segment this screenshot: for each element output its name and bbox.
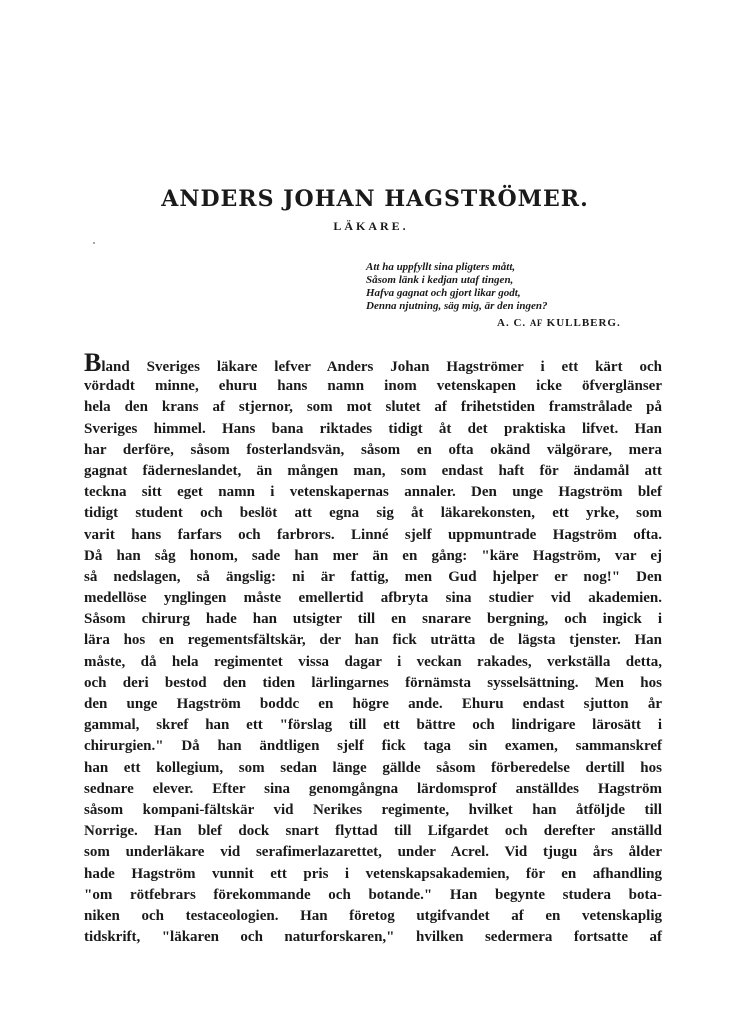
body-line: har derföre, såsom fosterlandsvän, såsom en ofta okänd välgörare, mera <box>84 441 662 458</box>
page-title: ANDERS JOHAN HAGSTRÖMER. <box>161 186 589 212</box>
body-line: och deri bestod den tiden lärlingarnes förnämsta sysselsättning. Men hos <box>84 674 662 691</box>
attribution-initials: A. C. <box>497 317 530 329</box>
body-line: Då han såg honom, sade han mer än en gång: "käre Hagström, var ej <box>84 547 662 564</box>
body-line: han ett kollegium, som sedan länge gällde såsom förberedelse dertill hos <box>84 759 662 776</box>
body-line: tidigt student och beslöt att egna sig åt läkarekonsten, ett yrke, som <box>84 505 662 522</box>
body-line: såsom kompani-fältskär vid Nerikes regimente, hvilket han åtföljde till <box>84 801 662 818</box>
body-line: vördadt minne, ehuru hans namn inom vetenskapen icke öfverglänser <box>84 378 662 395</box>
body-line: gagnat fäderneslandet, än mången man, som endast haft för ändamål att <box>84 462 662 479</box>
body-line: som underläkare vid serafimerlazarettet, under Acrel. Vid tjugu års ålder <box>84 844 662 861</box>
paper-speck <box>93 242 95 244</box>
body-line: medellöse ynglingen måste emellertid afbryta sina studier vid akademien. <box>84 590 662 607</box>
body-line: hela den krans af stjernor, som mot slutet af frihetstiden framstrålade på <box>84 399 662 416</box>
epigraph-line: Såsom länk i kedjan utaf tingen, <box>366 274 514 286</box>
epigraph-line: Denna njutning, säg mig, är den ingen? <box>366 300 548 312</box>
attribution-particle: AF <box>529 318 543 328</box>
body-line <box>84 348 662 377</box>
body-line: gammal, skref han ett "förslag till ett bättre och lindrigare lärosätt i <box>84 717 662 734</box>
epigraph-attribution <box>497 317 621 329</box>
body-line: Norrige. Han blef dock snart flyttad till Lifgardet och derefter anställd <box>84 823 662 840</box>
body-line: chirurgien." Då han ändtligen sjelf fick taga sin examen, sammanskref <box>84 738 662 755</box>
body-line: niken och testaceologien. Han företog utgifvandet af en vetenskaplig <box>84 907 662 924</box>
attribution-surname: KULLBERG. <box>542 317 621 329</box>
epigraph-line: Hafva gagnat och gjort likar godt, <box>366 287 521 299</box>
body-line: Sveriges himmel. Hans bana riktades tidigt åt det praktiska lifvet. Han <box>84 420 662 437</box>
body-line: så nedslagen, så ängslig: ni är fattig, men Gud hjelper er nog!" Den <box>84 568 662 585</box>
body-line: varit hans farfars och farbrors. Linné sjelf uppmuntrade Hagström ofta. <box>84 526 662 543</box>
body-text <box>84 348 662 948</box>
page-subtitle: LÄKARE. <box>333 219 409 233</box>
epigraph <box>366 261 548 313</box>
drop-cap: B <box>84 348 102 377</box>
body-line: tidskrift, "läkaren och naturforskaren," hvilken sedermera fortsatte af <box>84 929 662 946</box>
epigraph-line: Att ha uppfyllt sina pligters mått, <box>366 261 516 273</box>
body-line: sednare elever. Efter sina genomgångna lärdomsprof anställdes Hagström <box>84 780 662 797</box>
body-line-text: land Sveriges läkare lefver Anders Johan Hagströmer i ett kärt och <box>101 359 662 375</box>
body-line: den unge Hagström boddc en högre ande. Ehuru endast sjutton år <box>84 696 662 712</box>
body-line: måste, då hela regimentet vissa dagar i veckan rakades, verkställa detta, <box>84 653 662 670</box>
body-line: "om rötfebrars förekommande och botande." Han begynte studera bota- <box>84 886 662 903</box>
body-line: Såsom chirurg hade han utsigter till en snarare bergning, och ingick i <box>84 611 662 628</box>
body-line: lära hos en regementsfältskär, der han fick uträtta de lägsta tjenster. Han <box>84 632 662 649</box>
body-line: teckna sitt eget namn i vetenskapernas annaler. Den unge Hagström blef <box>84 484 662 501</box>
body-line: hade Hagström vunnit ett pris i vetenskapsakademien, för en afhandling <box>84 865 662 882</box>
